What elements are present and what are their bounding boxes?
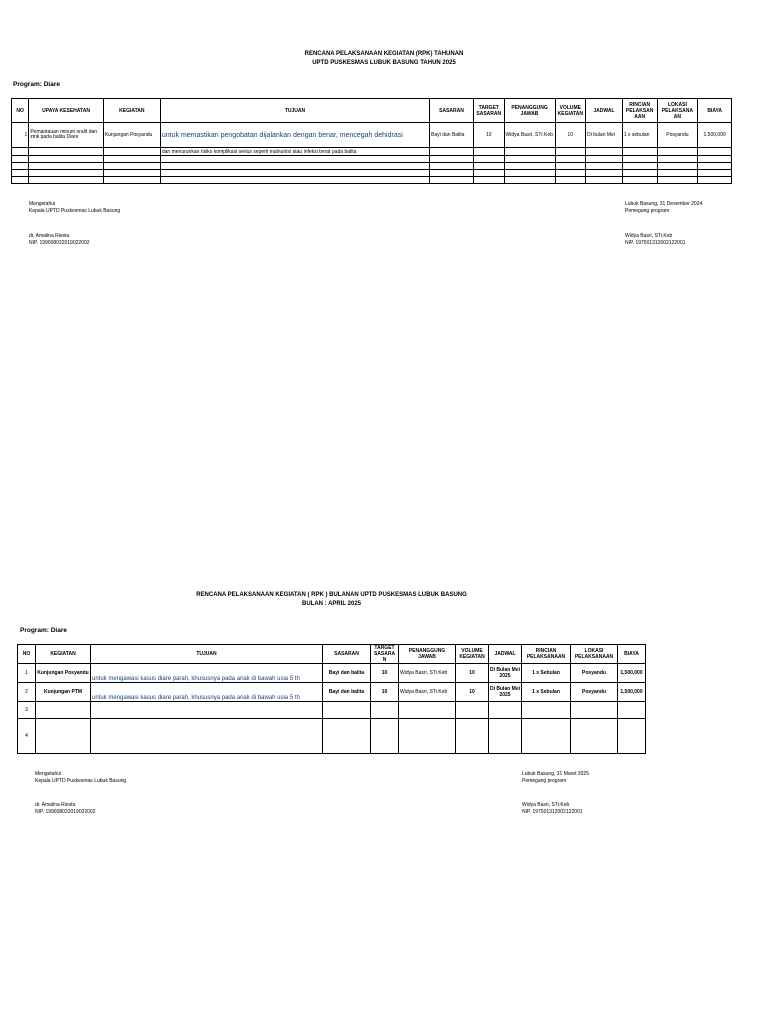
col-header: TUJUAN (91, 645, 323, 664)
col-header: UPAYA KESEHATAN (29, 99, 103, 123)
signer-name: dr. Amalina Riesta (35, 802, 76, 808)
col-header: TARGET SASARAN (473, 99, 504, 123)
cell-lokasi: Posyandu (571, 683, 618, 702)
table-row (12, 170, 732, 177)
col-header: VOLUME KEGIATAN (456, 645, 489, 664)
doc2-table (17, 644, 646, 754)
cell-no: 3 (18, 702, 36, 719)
col-header: KEGIATAN (36, 645, 91, 664)
doc2-program-label: Program: Diare (20, 627, 67, 634)
col-header: JADWAL (489, 645, 522, 664)
signer-nip: NIP. 197501312002122001 (625, 240, 686, 246)
table-row (18, 683, 646, 702)
sign-line: Lubuk Basung, 31 Maret 2025 (522, 771, 589, 777)
cell-empty (103, 148, 160, 156)
sign-line: Kepala UPTD Puskesmas Lubuk Basung (35, 778, 127, 784)
cell-volume: 10 (456, 683, 489, 702)
cell-volume: 10 (555, 123, 586, 148)
cell-sasaran: Bayi dan balita (323, 664, 371, 683)
cell-no: 4 (18, 719, 36, 754)
cell-empty (555, 148, 586, 156)
cell-no: 2 (18, 683, 36, 702)
col-header: LOKASI PELAKSANA AN (657, 99, 698, 123)
cell-empty (29, 148, 103, 156)
signer-nip: NIP. 197501312002122001 (522, 809, 583, 815)
cell-volume: 10 (456, 664, 489, 683)
col-header: TARGET SASARA N (371, 645, 399, 664)
cell-no: 1 (12, 123, 29, 148)
doc1-program-label: Program: Diare (13, 81, 60, 88)
cell-pj: Widya Basri, STr.Keb (504, 123, 555, 148)
signer-nip: NIP. 199008032019022002 (35, 809, 96, 815)
cell-rincian: 1 x sebulan (622, 123, 657, 148)
col-header: VOLUME KEGIATAN (555, 99, 586, 123)
cell-biaya: 1,500,000 (618, 664, 646, 683)
cell-tujuan: untuk memastikan pengobatan dijalankan dengan benar, mencegah dehidrasi (160, 123, 429, 148)
doc1-table (11, 98, 732, 184)
cell-tujuan: untuk mengawasi kasus diare parah, khususnya pada anak di bawah usia 5 th (91, 664, 323, 683)
doc1-title-line1: RENCANA PELAKSANAAN KEGIATAN (RPK) TAHUNAN (304, 51, 464, 57)
cell-no: 1 (18, 664, 36, 683)
doc1-header-row (12, 99, 732, 123)
table-row (12, 148, 732, 156)
table-row (18, 664, 646, 683)
signer-nip: NIP. 199008032019022002 (29, 240, 90, 246)
cell-empty (622, 148, 657, 156)
cell-upaya: Pemantauan minum oralit dan zink pada balita Diare (29, 123, 103, 148)
cell-sasaran: Bayi dan Balita (430, 123, 474, 148)
col-header: SASARAN (323, 645, 371, 664)
col-header: NO (12, 99, 29, 123)
cell-tujuan: untuk mengawasi kasus diare parah, khususnya pada anak di bawah usia 5 th (91, 683, 323, 702)
cell-empty (586, 148, 623, 156)
doc2-title-line1: RENCANA PELAKSANAAN KEGIATAN ( RPK ) BULANAN UPTD PUSKESMAS LUBUK BASUNG (196, 592, 467, 598)
col-header: SASARAN (430, 99, 474, 123)
cell-pj: Widya Basri, STr.Keb (399, 664, 456, 683)
doc2-sign-left (35, 771, 126, 816)
doc2-title (0, 591, 663, 609)
cell-target: 10 (371, 664, 399, 683)
cell-empty (12, 148, 29, 156)
sign-line: Mengetahui (29, 201, 56, 207)
doc1-title (0, 50, 768, 68)
signer-name: Widya Basri, STr.Keb (522, 802, 570, 808)
doc2-sign-right (522, 771, 589, 816)
cell-jadwal: Di Bulan Mei 2025 (489, 664, 522, 683)
cell-kegiatan: Kunjungan Posyandu (103, 123, 160, 148)
sign-line: Kepala UPTD Puskesmas Lubuk Basung (29, 208, 121, 214)
cell-target: 10 (371, 683, 399, 702)
cell-empty (698, 148, 732, 156)
table-row (12, 156, 732, 163)
doc2-title-line2: BULAN : APRIL 2025 (301, 601, 361, 607)
col-header: KEGIATAN (103, 99, 160, 123)
col-header: BIAYA (698, 99, 732, 123)
cell-jadwal: Di Bulan Mei 2025 (489, 683, 522, 702)
sign-line: Mengetahui (35, 771, 62, 777)
table-row (12, 163, 732, 170)
cell-target: 10 (473, 123, 504, 148)
col-header: BIAYA (618, 645, 646, 664)
col-header: RINCIAN PELAKSANAAN (522, 645, 571, 664)
cell-empty (430, 148, 474, 156)
col-header: PENANGGUNG JAWAB (504, 99, 555, 123)
doc1-sign-right (625, 201, 702, 247)
cell-empty (504, 148, 555, 156)
cell-biaya: 1,500,000 (618, 683, 646, 702)
doc1-title-line2: UPTD PUSKESMAS LUBUK BASUNG TAHUN 2025 (312, 60, 456, 66)
table-row (18, 702, 646, 719)
cell-lokasi: Posyandu (657, 123, 698, 148)
cell-sasaran: Bayi dan balita (323, 683, 371, 702)
cell-tujuan: dan menurunkan risiko komplikasi serius seperti malnutrisi atau infeksi berat pada balita (160, 148, 429, 156)
table-row (12, 177, 732, 184)
cell-empty (473, 148, 504, 156)
col-header: NO (18, 645, 36, 664)
col-header: JADWAL (586, 99, 623, 123)
sign-line: Pemegang program (522, 778, 567, 784)
cell-rincian: 1 x Sebulan (522, 683, 571, 702)
cell-kegiatan: Kunjungan Posyandu (36, 664, 91, 683)
col-header: RINCIAN PELAKSAN AAN (622, 99, 657, 123)
doc1-sign-left (29, 201, 120, 247)
cell-lokasi: Posyandu (571, 664, 618, 683)
table-row (18, 719, 646, 754)
table-row (12, 123, 732, 148)
col-header: PENANGGUNG JAWAB (399, 645, 456, 664)
col-header: TUJUAN (160, 99, 429, 123)
cell-jadwal: Di bulan Mei (586, 123, 623, 148)
cell-kegiatan: Kunjungan PTM (36, 683, 91, 702)
cell-biaya: 1,500,000 (698, 123, 732, 148)
cell-rincian: 1 x Sebulan (522, 664, 571, 683)
cell-empty (657, 148, 698, 156)
doc2-header-row (18, 645, 646, 664)
signer-name: dr. Amalina Riesta (29, 233, 70, 239)
sign-line: Lubuk Basung, 31 Desember 2024 (625, 201, 703, 207)
sign-line: Pemegang program (625, 208, 670, 214)
cell-pj: Widya Basri, STr.Keb (399, 683, 456, 702)
signer-name: Widya Basri, STr.Keb (625, 233, 673, 239)
col-header: LOKASI PELAKSANAAN (571, 645, 618, 664)
